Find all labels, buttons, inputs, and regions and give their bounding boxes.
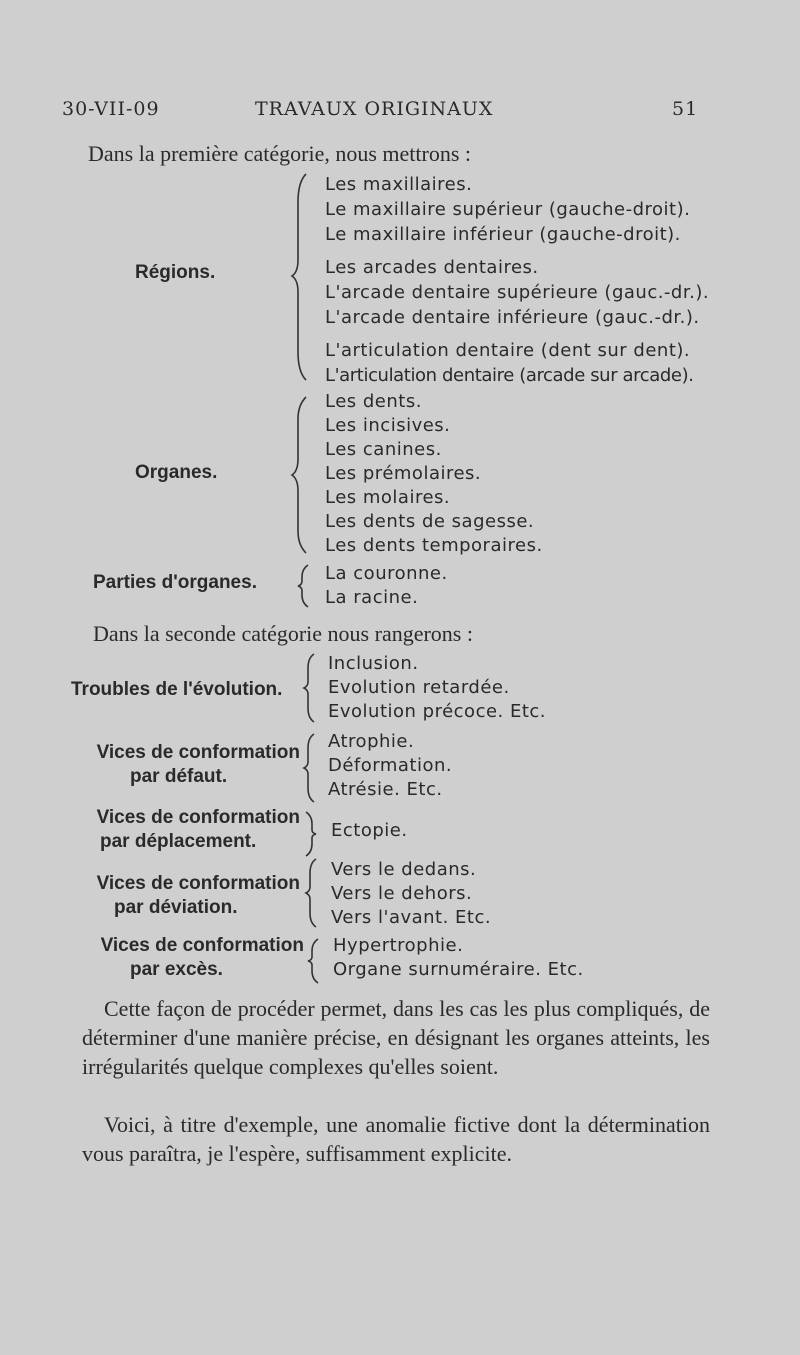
organes-item: Les dents temporaires.: [325, 535, 543, 556]
regions-item: L'articulation dentaire (arcade sur arcade).: [325, 365, 694, 386]
troubles-item: Evolution retardée.: [328, 677, 510, 698]
label-troubles-evolution: Troubles de l'évolution.: [71, 679, 283, 700]
regions-item: Le maxillaire supérieur (gauche-droit).: [325, 199, 691, 220]
header-date: 30-VII-09: [62, 98, 160, 120]
troubles-item: Inclusion.: [328, 653, 419, 674]
intro-first-category: Dans la première catégorie, nous mettrons :: [88, 141, 472, 166]
brace-troubles: [302, 652, 318, 724]
troubles-item: Evolution précoce. Etc.: [328, 701, 547, 722]
defaut-item: Atrésie. Etc.: [328, 779, 443, 800]
paragraph-2: Voici, à titre d'exemple, une anomalie fictive dont la détermination vous paraîtra, je l'espère, suffisamment explicite.: [82, 1112, 710, 1166]
regions-item: Le maxillaire inférieur (gauche-droit).: [325, 224, 681, 245]
brace-organes: [290, 395, 310, 555]
organes-item: Les prémolaires.: [325, 463, 482, 484]
brace-deplacement: [302, 810, 318, 858]
label-vices-exces-2: par excès.: [130, 959, 223, 980]
header-title: TRAVAUX ORIGINAUX: [255, 98, 494, 120]
label-organes: Organes.: [135, 462, 218, 483]
exces-item: Hypertrophie.: [333, 935, 464, 956]
parties-item: La racine.: [325, 587, 419, 608]
intro-second-category: Dans la seconde catégorie nous rangerons :: [93, 621, 473, 646]
label-vices-deviation-1: Vices de conformation: [96, 873, 300, 894]
regions-item: L'articulation dentaire (dent sur dent).: [325, 340, 691, 361]
deviation-item: Vers le dehors.: [331, 883, 473, 904]
deviation-item: Vers le dedans.: [331, 859, 477, 880]
label-vices-exces-1: Vices de conformation: [100, 935, 304, 956]
organes-item: Les dents.: [325, 391, 422, 412]
defaut-item: Atrophie.: [328, 731, 415, 752]
brace-defaut: [302, 732, 318, 804]
label-vices-deplacement-2: par déplacement.: [100, 831, 257, 852]
organes-item: Les dents de sagesse.: [325, 511, 535, 532]
defaut-item: Déformation.: [328, 755, 453, 776]
deviation-item: Vers l'avant. Etc.: [331, 907, 492, 928]
label-vices-defaut-1: Vices de conformation: [96, 742, 300, 763]
organes-item: Les molaires.: [325, 487, 451, 508]
paragraph-1: Cette façon de procéder permet, dans les cas les plus compliqués, de déterminer d'une manière précise, en désignant les organes atteints, les irrégularités quelque complexes qu'elles soient.: [82, 996, 710, 1079]
organes-item: Les incisives.: [325, 415, 451, 436]
regions-item: Les arcades dentaires.: [325, 257, 539, 278]
regions-item: L'arcade dentaire supérieure (gauc.-dr.).: [325, 282, 710, 303]
label-parties: Parties d'organes.: [93, 572, 257, 593]
brace-parties: [296, 563, 312, 609]
page-number: 51: [672, 98, 699, 120]
label-vices-deplacement-1: Vices de conformation: [96, 807, 300, 828]
label-vices-deviation-2: par déviation.: [114, 897, 238, 918]
brace-exces: [306, 937, 322, 985]
regions-item: L'arcade dentaire inférieure (gauc.-dr.).: [325, 307, 700, 328]
organes-item: Les canines.: [325, 439, 442, 460]
label-regions: Régions.: [135, 262, 216, 283]
exces-item: Organe surnuméraire. Etc.: [333, 959, 584, 980]
parties-item: La couronne.: [325, 563, 448, 584]
label-vices-defaut-2: par défaut.: [130, 766, 228, 787]
deplacement-item: Ectopie.: [331, 820, 408, 841]
brace-regions: [290, 172, 310, 382]
brace-deviation: [304, 857, 320, 929]
regions-item: Les maxillaires.: [325, 174, 473, 195]
